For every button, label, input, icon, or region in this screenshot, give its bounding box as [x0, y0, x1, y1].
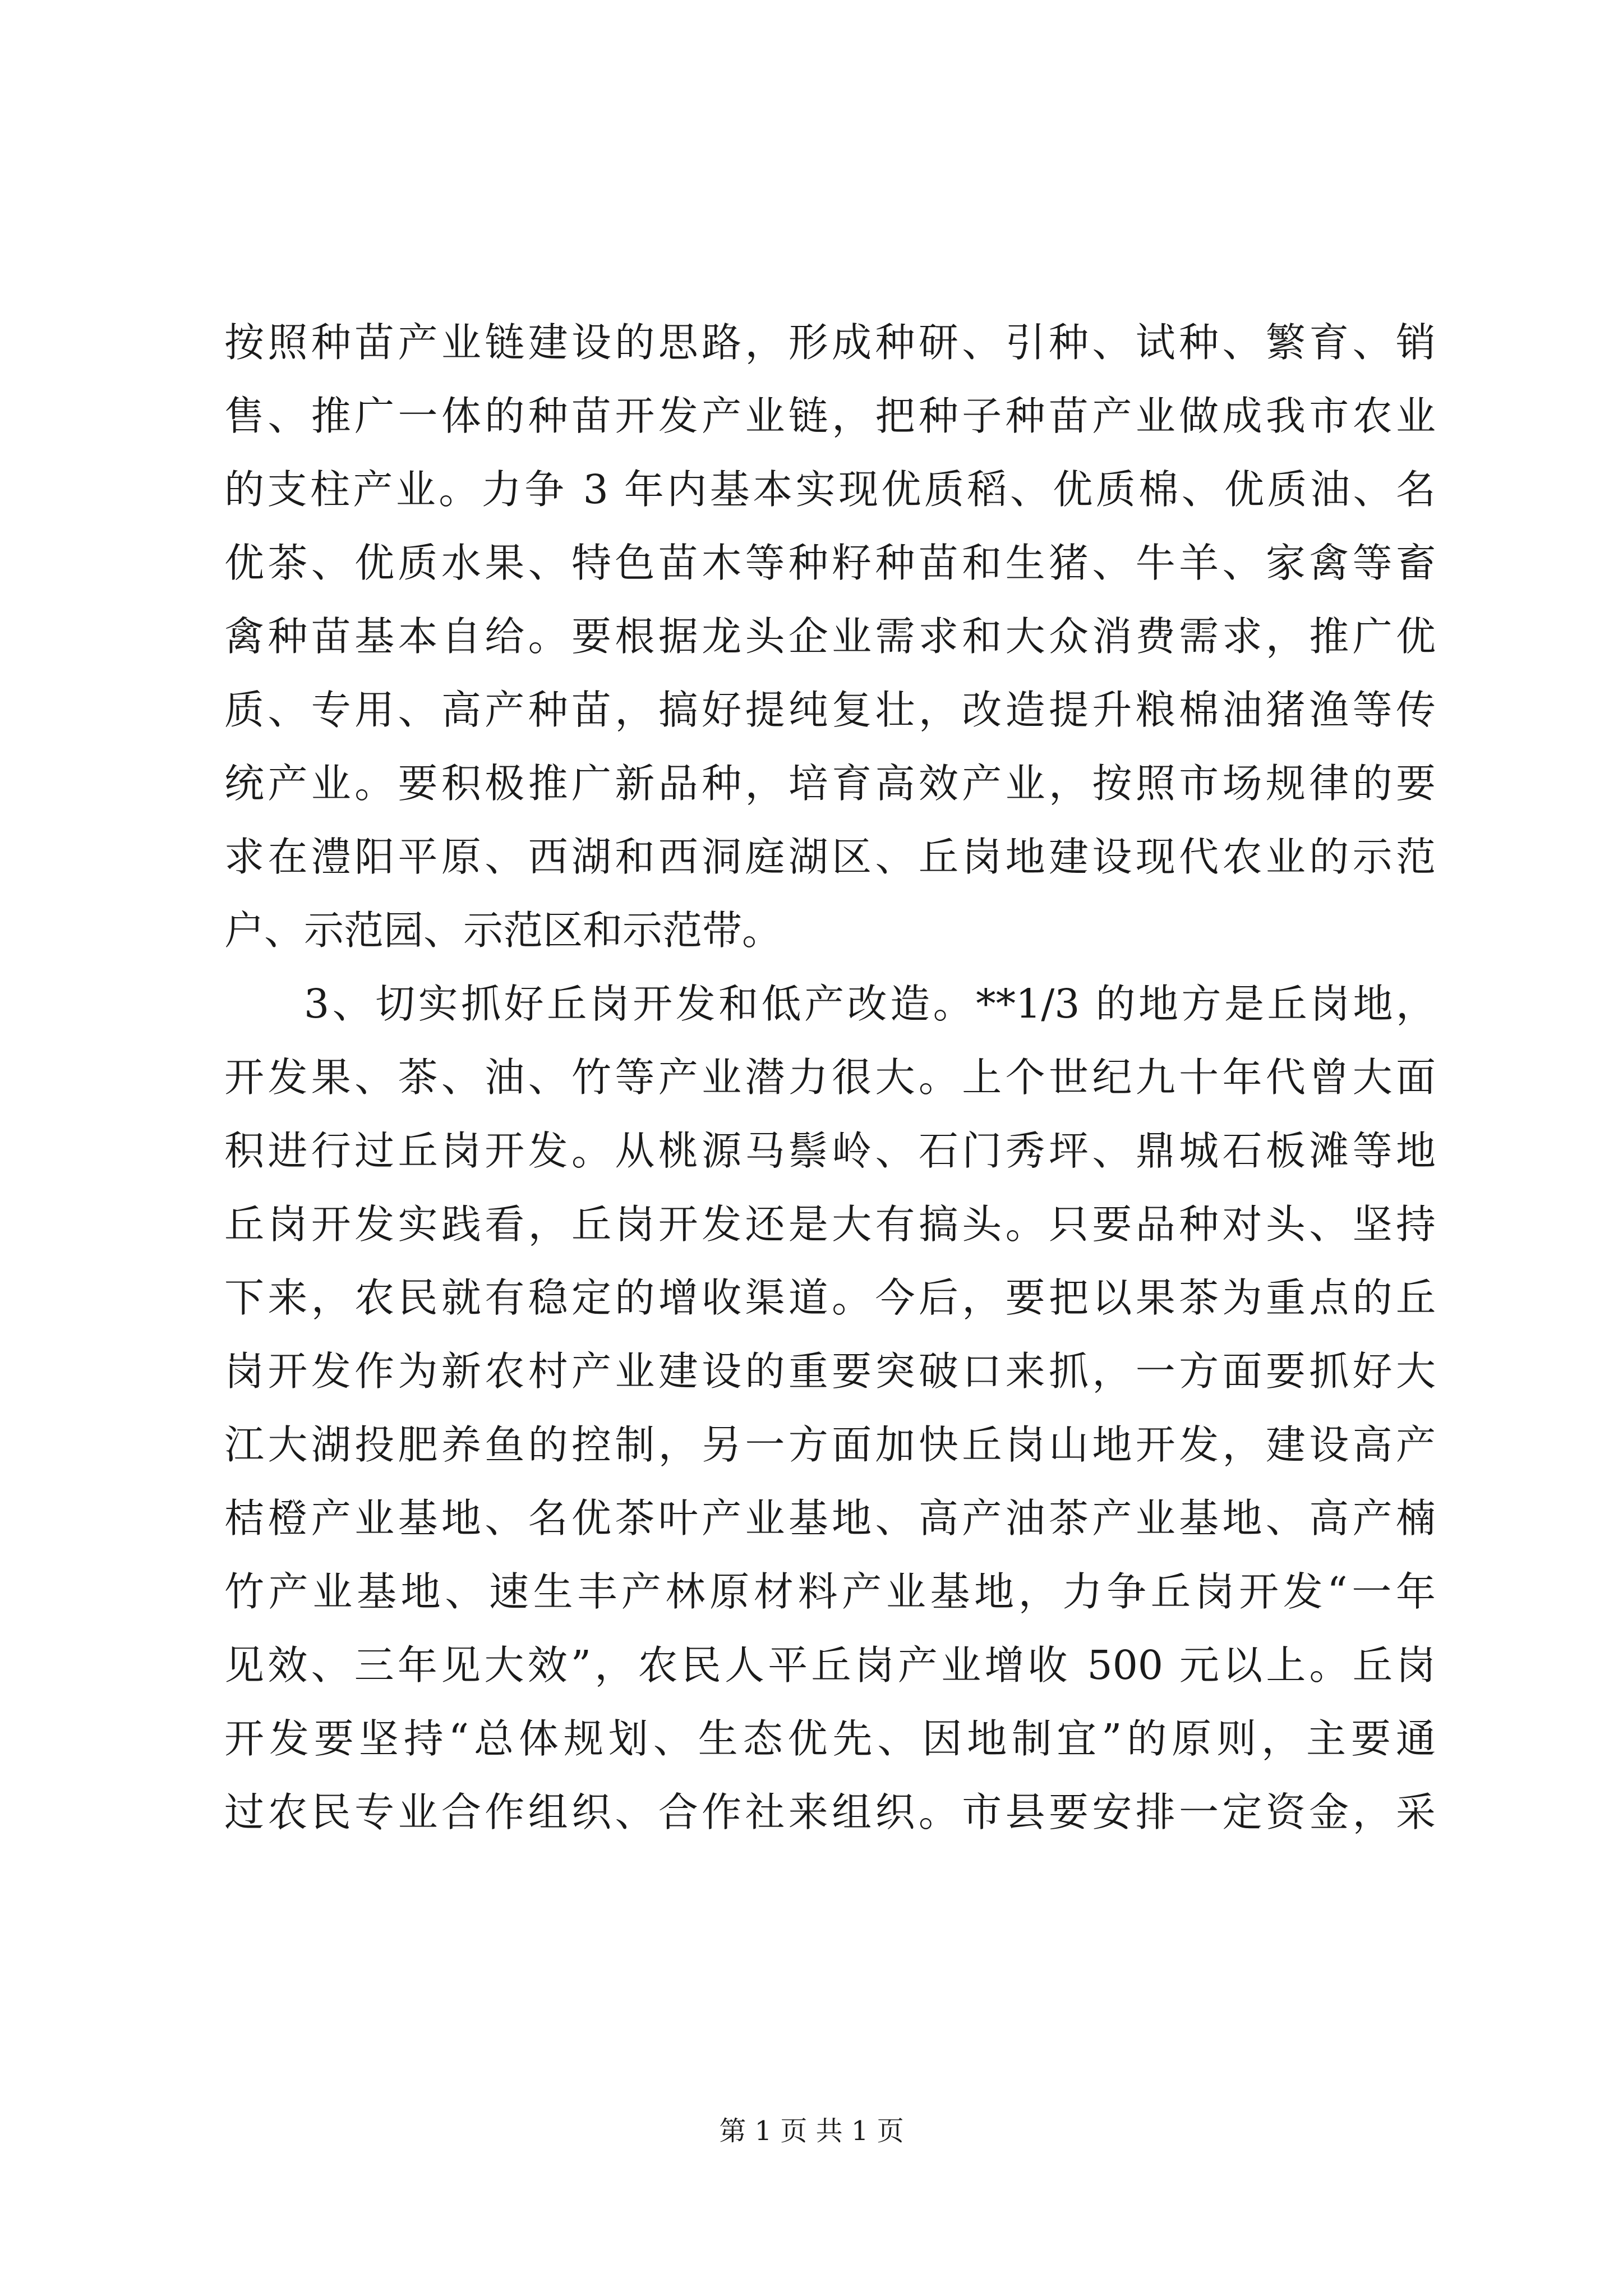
text-line: 丘岗开发实践看，丘岗开发还是大有搞头。只要品种对头、坚持 — [224, 1201, 1436, 1248]
text-line: 见效、三年见大效”，农民人平丘岗产业增收 500 元以上。丘岗 — [224, 1642, 1436, 1688]
text-line: 岗开发作为新农村产业建设的重要突破口来抓，一方面要抓好大 — [224, 1348, 1436, 1395]
text-line: 售、推广一体的种苗开发产业链，把种子种苗产业做成我市农业 — [224, 393, 1436, 439]
text-line: 过农民专业合作组织、合作社来组织。市县要安排一定资金，采 — [224, 1789, 1436, 1835]
text-line: 竹产业基地、速生丰产林原材料产业基地，力争丘岗开发“一年 — [224, 1568, 1436, 1615]
text-line: 桔橙产业基地、名优茶叶产业基地、高产油茶产业基地、高产楠 — [224, 1495, 1436, 1542]
text-line: 统产业。要积极推广新品种，培育高效产业，按照市场规律的要 — [224, 760, 1436, 807]
text-line: 禽种苗基本自给。要根据龙头企业需求和大众消费需求，推广优 — [224, 613, 1436, 660]
text-line: 质、专用、高产种苗，搞好提纯复壮，改造提升粮棉油猪渔等传 — [224, 687, 1436, 733]
paragraph-1 — [224, 306, 1436, 967]
page-footer — [0, 2109, 1623, 2148]
page-number-label: 第 1 页 共 1 页 — [719, 2115, 904, 2147]
text-line: 江大湖投肥养鱼的控制，另一方面加快丘岗山地开发，建设高产 — [224, 1421, 1436, 1468]
document-body — [224, 306, 1436, 1849]
text-line: 求在澧阳平原、西湖和西洞庭湖区、丘岗地建设现代农业的示范 — [224, 834, 1436, 880]
text-line: 开发果、茶、油、竹等产业潜力很大。上个世纪九十年代曾大面 — [224, 1054, 1436, 1101]
text-line: 的支柱产业。力争 3 年内基本实现优质稻、优质棉、优质油、名 — [224, 466, 1436, 513]
text-line: 积进行过丘岗开发。从桃源马鬃岭、石门秀坪、鼎城石板滩等地 — [224, 1128, 1436, 1174]
text-line: 开发要坚持“总体规划、生态优先、因地制宜”的原则，主要通 — [224, 1715, 1436, 1762]
text-line: 户、示范园、示范区和示范带。 — [224, 907, 782, 954]
text-line: 优茶、优质水果、特色苗木等种籽种苗和生猪、牛羊、家禽等畜 — [224, 540, 1436, 586]
text-line: 3、切实抓好丘岗开发和低产改造。**1/3 的地方是丘岗地， — [304, 981, 1436, 1027]
paragraph-2 — [224, 967, 1436, 1849]
text-line: 下来，农民就有稳定的增收渠道。今后，要把以果茶为重点的丘 — [224, 1274, 1436, 1321]
text-line: 按照种苗产业链建设的思路，形成种研、引种、试种、繁育、销 — [224, 319, 1436, 366]
